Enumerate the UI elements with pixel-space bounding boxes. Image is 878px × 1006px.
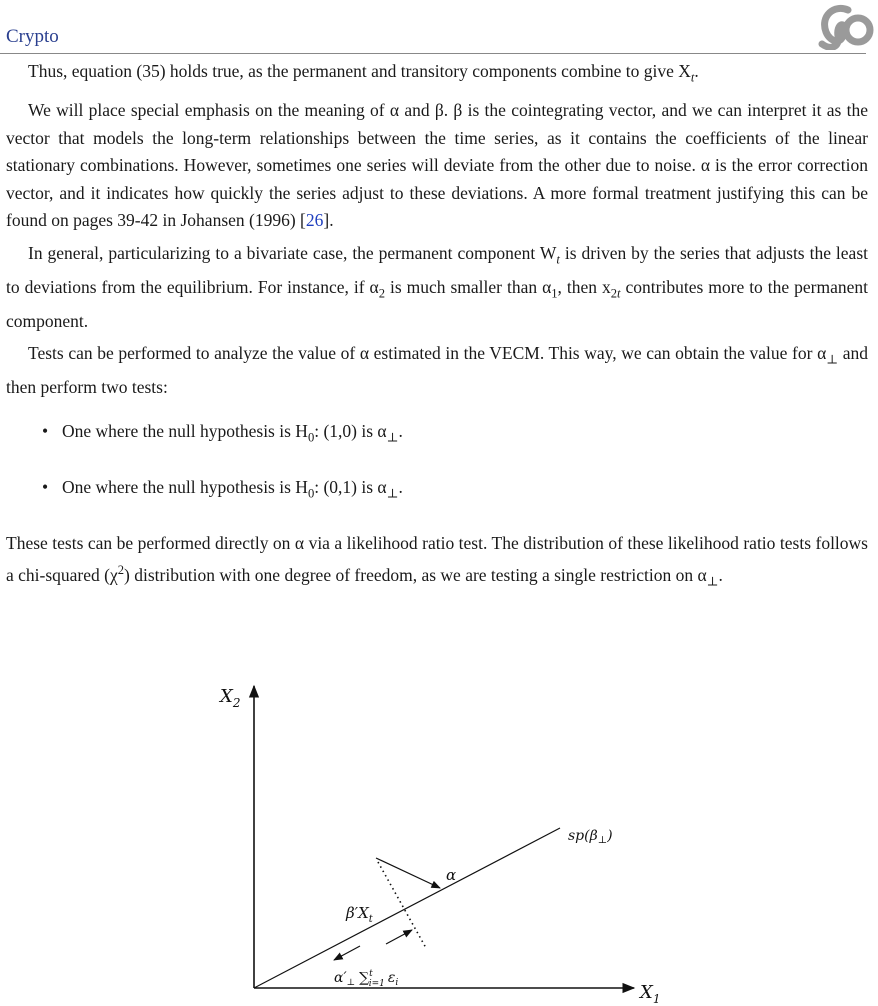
gf-logo-icon xyxy=(814,2,874,50)
alpha-arrow xyxy=(376,858,440,888)
paragraph-3: In general, particularizing to a bivariate case, the permanent component $W_t$ is driven by the series that adjusts the least to deviations from the equilibrium. For instance, if $\alpha_2$ is much smaller than $\alpha_1$, then $x_{2t}$ contributes more to the permanent component. xyxy=(6,242,868,331)
paragraph-5: These tests can be performed directly on α via a likelihood ratio test. The distribution of these likelihood ratio tests follows a chi-squared $(\chi^2)$ distribution with one degree of freedom, as we are testing a single restriction on $\alpha_\perp$. xyxy=(6,532,868,589)
paragraph-2: We will place special emphasis on the meaning of α and β. β is the cointegrating vector, and we can interpret it as the vector that models the long-term relationships between the time series, as it contains the coefficients of the linear stationary combinations. However, sometimes one series will deviate from the other due to noise. α is the error correction vector, and it indicates how quickly the series adjust to these deviations. A more formal treatment justifying this can be found on pages 39-42 in Johansen (1996) [26]. xyxy=(6,100,868,230)
citation-link[interactable]: 26 xyxy=(305,210,324,230)
cointegration-diagram xyxy=(196,676,682,1006)
test-list xyxy=(6,418,868,508)
paragraph-4: Tests can be performed to analyze the value of α estimated in the VECM. This way, we can obtain the value for $\alpha_\perp$ and then perform two tests: xyxy=(6,343,868,397)
y-axis-label: $X_2$ xyxy=(220,686,241,710)
beta-label: $\beta'X_t$ xyxy=(346,904,373,925)
cointegration-line xyxy=(254,828,560,988)
body-text xyxy=(6,58,868,596)
line-label: $sp(\beta_\perp)$ xyxy=(568,828,613,846)
header-rule xyxy=(0,53,866,54)
list-item: • One where the null hypothesis is $H_0$: (0,1) is $\alpha_\perp$. xyxy=(42,476,403,500)
list-item: • One where the null hypothesis is $H_0$: (1,0) is $\alpha_\perp$. xyxy=(42,420,403,444)
trend-arrow-down xyxy=(334,946,360,960)
x-axis-label: $X_1$ xyxy=(640,982,661,1006)
paragraph-1: Thus, equation (35) holds true, as the permanent and transitory components combine to give $X_t$. xyxy=(28,61,699,85)
running-title: Crypto xyxy=(6,26,59,47)
trend-arrow-up xyxy=(386,930,412,944)
alpha-label: α xyxy=(446,866,457,884)
sum-label: $\alpha'_\perp$ ∑$^t$ i=1 $\varepsilon_i$ xyxy=(334,969,399,989)
page-header xyxy=(0,0,878,54)
